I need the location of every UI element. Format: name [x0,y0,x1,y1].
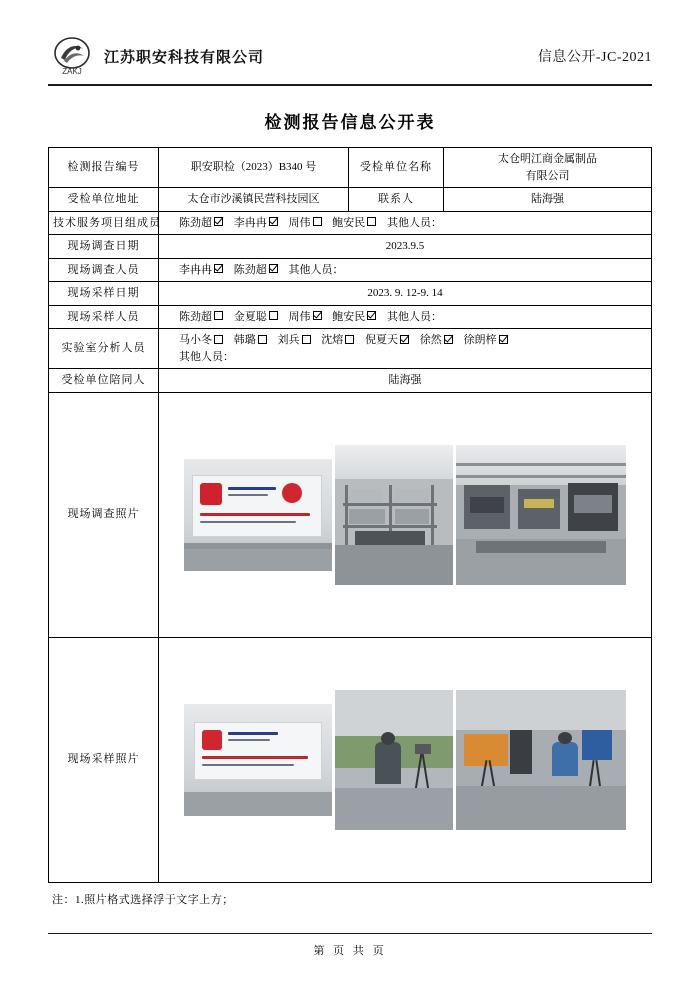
photo-machine-shop [456,445,626,585]
lab-staff-cell [159,329,652,369]
sampling-photo-label: 现场采样照片 [49,637,159,882]
report-no-label: 检测报告编号 [49,148,159,188]
survey-photo-cell [159,392,652,637]
client-addr-value: 太仓市沙溪镇民营科技园区 [159,188,349,212]
table-row [49,211,652,235]
lab-staff-member: 倪夏天 [365,332,411,349]
survey-date-value: 2023.9.5 [159,235,652,259]
checkbox-unchecked[interactable] [302,335,311,344]
photo-company-signboard-2 [184,704,332,816]
checkbox-checked[interactable] [269,217,278,226]
sampling-staff-cell [159,305,652,329]
svg-text:ZAKJ: ZAKJ [62,67,82,76]
info-table [48,147,652,883]
lab-staff-member: 徐然 [420,332,455,349]
checkbox-unchecked[interactable] [345,335,354,344]
sampling-date-label: 现场采样日期 [49,282,159,306]
checkbox-unchecked[interactable] [313,217,322,226]
checkbox-checked[interactable] [499,335,508,344]
lab-staff-label: 实验室分析人员 [49,329,159,369]
table-row [49,188,652,212]
report-no-value: 职安职检（2023）B340 号 [159,148,349,188]
lab-staff-member: 马小冬 [179,332,225,349]
lab-staff-member: 刘兵 [278,332,313,349]
survey-staff-label: 现场调查人员 [49,258,159,282]
company-name: 江苏职安科技有限公司 [104,49,265,66]
lab-staff-member: 沈熔 [321,332,356,349]
document-header [48,34,652,86]
company-brand [48,34,264,78]
contact-value: 陆海强 [444,188,652,212]
checkbox-unchecked[interactable] [214,311,223,320]
survey-staff-member: 陈劲超 [234,262,280,279]
checkbox-checked[interactable] [367,311,376,320]
photo-company-signboard [184,459,332,571]
page-footer: 第 页 共 页 [48,933,652,958]
table-row [49,258,652,282]
client-addr-label: 受检单位地址 [49,188,159,212]
sampling-photo-strip [163,641,647,879]
sampling-staff-member: 金夏聪 [234,309,280,326]
table-row [49,235,652,259]
checkbox-checked[interactable] [444,335,453,344]
checkbox-unchecked[interactable] [269,311,278,320]
team-member: 李冉冉 [234,215,280,232]
client-name-line2: 有限公司 [525,169,570,182]
footnote: 注：1.照片格式选择浮于文字上方； [52,893,234,906]
table-row-sampling-photos [49,637,652,882]
sampling-staff-member: 周伟 [289,309,324,326]
photo-sampling-worker-2 [456,690,626,830]
client-name-line1: 太仓明江商金属制品 [498,153,597,165]
survey-staff-member: 李冉冉 [179,262,225,279]
sampling-photo-cell [159,637,652,882]
table-row [49,329,652,369]
table-row [49,305,652,329]
lab-staff-member: 韩璐 [234,332,269,349]
team-label: 技术服务项目组成员 [49,211,159,235]
team-others-label: 其他人员： [387,216,442,229]
checkbox-checked[interactable] [214,217,223,226]
checkbox-checked[interactable] [313,311,322,320]
escort-label: 受检单位陪同人 [49,369,159,393]
photo-workshop-shelves [335,445,453,585]
survey-photo-strip [163,396,647,634]
table-row-survey-photos [49,392,652,637]
survey-photo-label: 现场调查照片 [49,392,159,637]
document-code: 信息公开-JC-2021 [537,50,652,65]
checkbox-checked[interactable] [214,264,223,273]
team-member: 周伟 [289,215,324,232]
sampling-staff-member: 陈劲超 [179,309,225,326]
checkbox-checked[interactable] [269,264,278,273]
checkbox-unchecked[interactable] [214,335,223,344]
sampling-staff-member: 鲍安民 [332,309,378,326]
company-logo-icon [48,34,96,78]
team-member: 鲍安民 [332,215,378,232]
table-row [49,369,652,393]
sampling-staff-others-label: 其他人员： [387,310,442,323]
escort-value: 陆海强 [159,369,652,393]
checkbox-unchecked[interactable] [367,217,376,226]
page-title: 检测报告信息公开表 [264,113,436,132]
team-member: 陈劲超 [179,215,225,232]
lab-staff-member: 徐朗梓 [464,332,510,349]
table-row [49,282,652,306]
survey-date-label: 现场调查日期 [49,235,159,259]
survey-staff-cell [159,258,652,282]
sampling-date-value: 2023. 9. 12-9. 14 [159,282,652,306]
photo-sampling-worker-1 [335,690,453,830]
client-name-value [444,148,652,188]
sampling-staff-label: 现场采样人员 [49,305,159,329]
checkbox-unchecked[interactable] [258,335,267,344]
contact-label: 联系人 [349,188,444,212]
team-members-cell [159,211,652,235]
client-name-label: 受检单位名称 [349,148,444,188]
table-row [49,148,652,188]
checkbox-checked[interactable] [400,335,409,344]
lab-staff-others-label: 其他人员： [179,350,234,363]
survey-staff-others-label: 其他人员： [288,263,344,276]
